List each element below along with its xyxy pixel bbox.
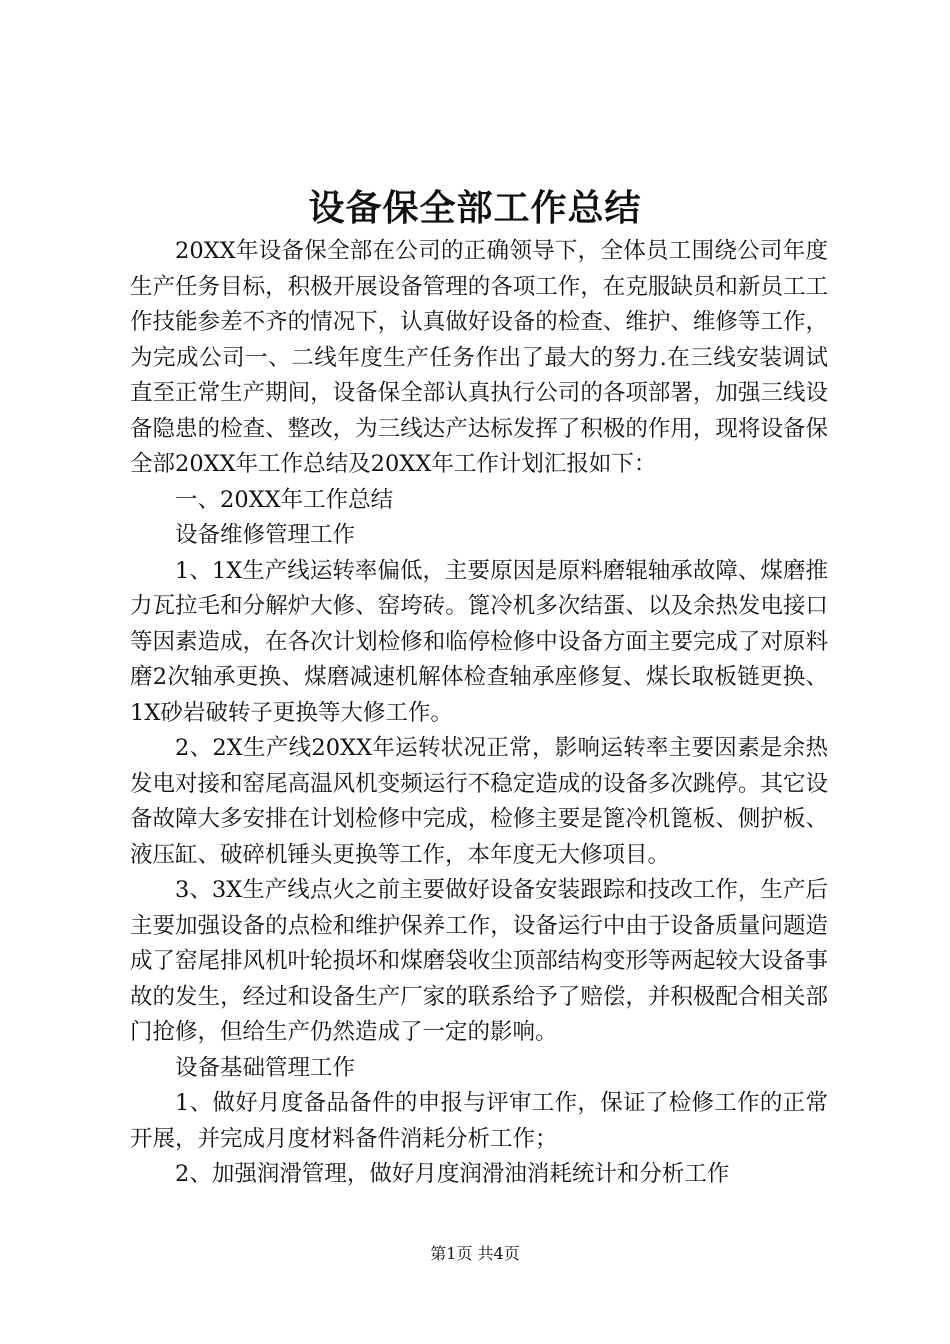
- paragraph-line-1x: 1、1X生产线运转率偏低，主要原因是原料磨辊轴承故障、煤磨推力瓦拉毛和分解炉大修、窑垮砖。篦冷机多次结蛋、以及余热发电接口等因素造成，在各次计划检修和临停检修中设备方面主要完成了对原料磨2次轴承更换、煤磨减速机解体检查轴承座修复、煤长取板链更换、1X砂岩破转子更换等大修工作。: [130, 557, 828, 726]
- document-title: 设备保全部工作总结: [308, 188, 642, 229]
- document-body: [130, 234, 828, 1193]
- paragraph-line-3x: 3、3X生产线点火之前主要做好设备安装跟踪和技改工作，生产后主要加强设备的点检和维护保养工作，设备运行中由于设备质量问题造成了窑尾排风机叶轮损坏和煤磨袋收尘顶部结构变形等两起较大设备事故的发生，经过和设备生产厂家的联系给予了赔偿，并积极配合相关部门抢修，但给生产仍然造成了一定的影响。: [130, 877, 828, 1045]
- paragraph-line-2x: 2、2X生产线20XX年运转状况正常，影响运转率主要因素是余热发电对接和窑尾高温风机变频运行不稳定造成的设备多次跳停。其它设备故障大多安排在计划检修中完成，检修主要是篦冷机篦板、侧护板、液压缸、破碎机锤头更换等工作，本年度无大修项目。: [130, 735, 828, 868]
- paragraph-spare-parts: 1、做好月度备品备件的申报与评审工作，保证了检修工作的正常开展，并完成月度材料备件消耗分析工作；: [130, 1090, 828, 1152]
- paragraph-lubrication: 2、加强润滑管理，做好月度润滑油消耗统计和分析工作: [175, 1161, 730, 1187]
- subheading-maintenance-management: 设备维修管理工作: [175, 522, 356, 548]
- page-number-footer: 第1页 共4页: [430, 1244, 520, 1263]
- section-heading-annual-summary: 一、20XX年工作总结: [175, 486, 394, 513]
- subheading-basic-management: 设备基础管理工作: [175, 1054, 356, 1081]
- intro-paragraph: 20XX年设备保全部在公司的正确领导下，全体员工围绕公司年度生产任务目标，积极开展设备管理的各项工作，在克服缺员和新员工工作技能参差不齐的情况下，认真做好设备的检查、维护、维修等工作，为完成公司一、二线年度生产任务作出了最大的努力.在三线安装调试直至正常生产期间，设备保全部认真执行公司的各项部署，加强三线设备隐患的检查、整改，为三线达产达标发挥了积极的作用，现将设备保全部20XX年工作总结及20XX年工作计划汇报如下：: [130, 238, 828, 477]
